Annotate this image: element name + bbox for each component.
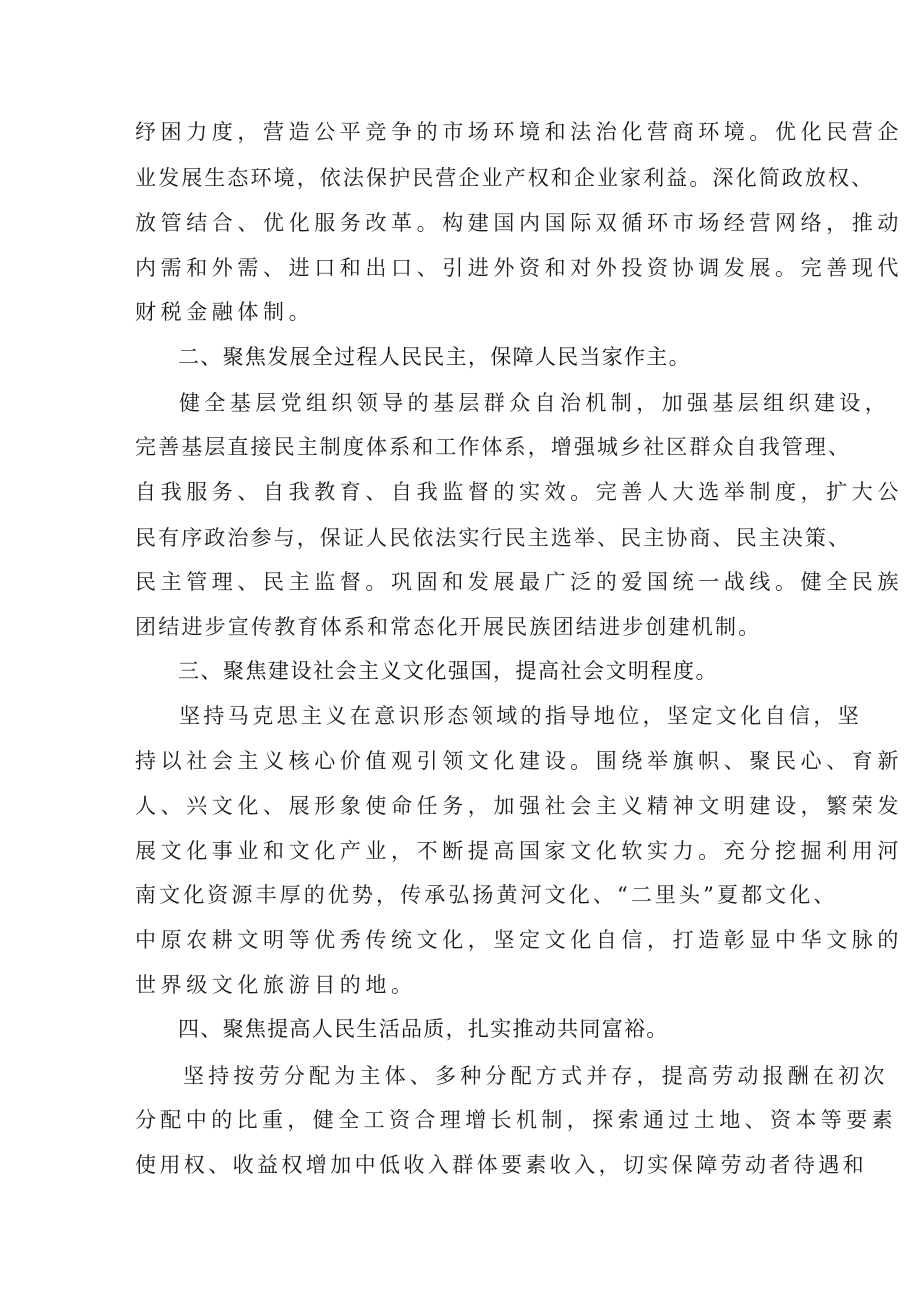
section-heading: 三、聚焦建设社会主义文化强国，提高社会文明程度。: [178, 659, 718, 683]
body-text-line: 业发展生态环境，依法保护民营企业产权和企业家利益。深化简政放权、: [135, 166, 875, 190]
section-heading: 四、聚焦提高人民生活品质，扎实推动共同富裕。: [178, 1017, 669, 1041]
body-text-line: 纾困力度，营造公平竞争的市场环境和法治化营商环境。优化民营企: [135, 120, 903, 144]
section-heading: 二、聚焦发展全过程人民民主，保障人民当家作主。: [178, 345, 691, 369]
body-text-line: 内需和外需、进口和出口、引进外资和对外投资协调发展。完善现代: [135, 256, 903, 280]
body-text-line: 分配中的比重，健全工资合理增长机制，探索通过土地、资本等要素: [135, 1108, 897, 1132]
body-text-line: 人、兴文化、展形象使命任务，加强社会主义精神文明建设，繁荣发: [135, 794, 903, 818]
body-text-line: 展文化事业和文化产业，不断提高国家文化软实力。充分挖掘利用河: [135, 839, 903, 863]
body-text-line: 自我服务、自我教育、自我监督的实效。完善人大选举制度，扩大公: [135, 480, 903, 504]
paragraph-first-line: 健全基层党组织领导的基层群众自治机制，加强基层组织建设，: [179, 391, 891, 415]
body-text-line: 南文化资源丰厚的优势，传承弘扬黄河文化、“二里头”夏都文化、: [135, 883, 838, 907]
body-text-line: 放管结合、优化服务改革。构建国内国际双循环市场经营网络，推动: [135, 211, 903, 235]
body-text-line: 民有序政治参与，保证人民依法实行民主选举、民主协商、民主决策、: [135, 526, 852, 550]
body-text-line: 财税金融体制。: [135, 300, 315, 324]
body-text-line: 世界级文化旅游目的地。: [135, 973, 417, 997]
body-text-line: 使用权、收益权增加中低收入群体要素收入，切实保障劳动者待遇和: [135, 1153, 867, 1177]
body-text-line: 中原农耕文明等优秀传统文化，坚定文化自信，打造彰显中华文脉的: [135, 928, 903, 952]
body-text-line: 团结进步宣传教育体系和常态化开展民族团结进步创建机制。: [135, 615, 762, 639]
paragraph-first-line: 坚持马克思主义在意识形态领域的指导地位，坚定文化自信，坚: [179, 704, 863, 728]
paragraph-first-line: 坚持按劳分配为主体、多种分配方式并存，提高劳动报酬在初次: [183, 1064, 889, 1088]
body-text-line: 持以社会主义核心价值观引领文化建设。围绕举旗帜、聚民心、育新: [135, 749, 903, 773]
body-text-line: 完善基层直接民主制度体系和工作体系，增强城乡社区群众自我管理、: [135, 435, 852, 459]
body-text-line: 民主管理、民主监督。巩固和发展最广泛的爱国统一战线。健全民族: [135, 570, 903, 594]
